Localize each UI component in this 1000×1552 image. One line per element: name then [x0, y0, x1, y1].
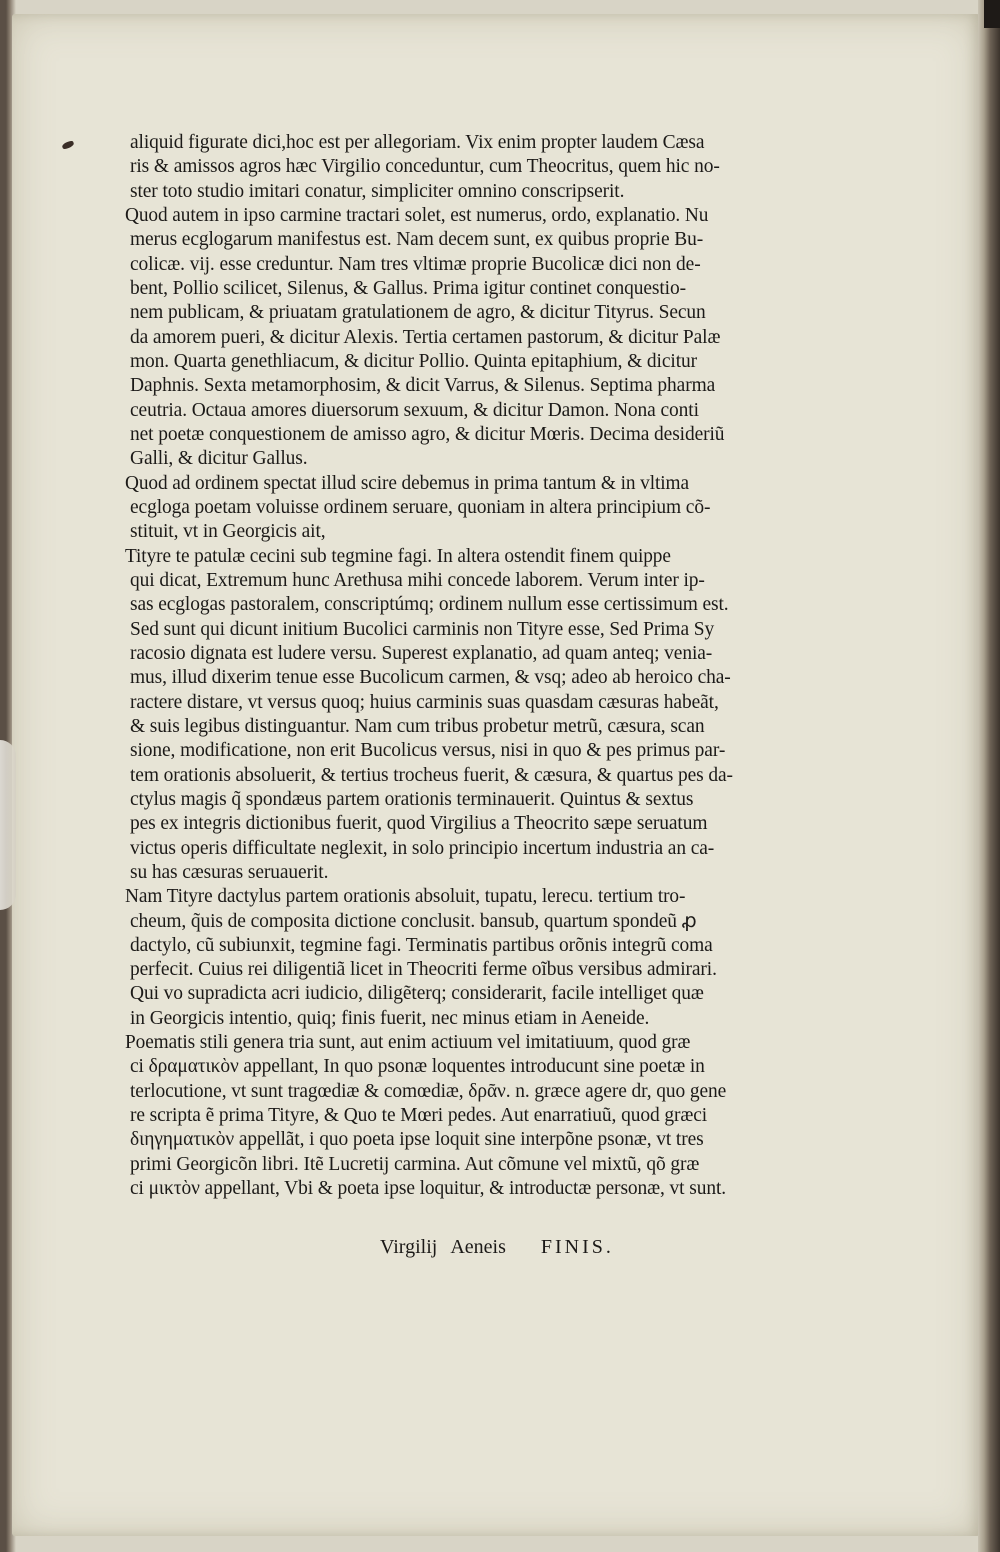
text-line: tem orationis absoluerit, & tertius trocheus fuerit, & cæsura, & quartus pes da- [130, 764, 733, 786]
text-line: & suis legibus distinguantur. Nam cum tribus probetur metrũ, cæsura, scan [130, 715, 705, 737]
text-line: διηγηματικὸν appellãt, i quo poeta ipse loquit sine interpõne psonæ, vt tres [130, 1129, 704, 1151]
text-line: Qui vo supradicta acri iudicio, diligẽterq; considerarit, facile intelliget quæ [130, 983, 704, 1005]
text-line: Galli, & dicitur Gallus. [130, 448, 308, 470]
text-line: net poetæ conquestionem de amisso agro, & dicitur Mœris. Decima desideriũ [130, 423, 725, 445]
text-line: victus operis difficultate neglexit, in solo principio incertum industria an ca- [130, 837, 715, 859]
text-line: mon. Quarta genethliacum, & dicitur Pollio. Quinta epitaphium, & dicitur [130, 350, 698, 372]
text-line: terlocutione, vt sunt tragœdiæ & comœdiæ, δρᾶν. n. græce agere dr, quo gene [130, 1080, 727, 1102]
text-line: Nam Tityre dactylus partem orationis absoluit, tupatu, lerecu. tertium tro- [125, 886, 686, 908]
text-line: ci δραματικὸν appellant, In quo psonæ loquentes introducunt sine poetæ in [130, 1056, 705, 1078]
text-line: pes ex integris dictionibus fuerit, quod Virgilius a Theocrito sæpe seruatum [130, 813, 708, 835]
text-line: bent, Pollio scilicet, Silenus, & Gallus. Prima igitur continet conquestio- [130, 277, 686, 299]
text-line: Tityre te patulæ cecini sub tegmine fagi. In altera ostendit finem quippe [125, 545, 671, 567]
text-line: primi Georgicõn libri. Itẽ Lucretij carmina. Aut cõmune vel mixtũ, qõ græ [130, 1153, 700, 1175]
text-line: Quod ad ordinem spectat illud scire debemus in prima tantum & in vltima [125, 472, 689, 494]
text-line: ctylus magis q̃ spondæus partem orationis terminauerit. Quintus & sextus [130, 788, 694, 810]
text-line: ecgloga poetam voluisse ordinem seruare, quoniam in altera principium cõ- [130, 496, 711, 518]
body-text [125, 131, 892, 1201]
text-line: aliquid figurate dici,hoc est per allegoriam. Vix enim propter laudem Cæsa [130, 132, 705, 153]
text-line: sas ecglogas pastoralem, conscriptúmq; ordinem nullum esse certissimum est. [130, 594, 729, 616]
text-line: in Georgicis intentio, quiq; finis fuerit, nec minus etiam in Aeneide. [130, 1007, 650, 1029]
underlying-page-edge [0, 740, 16, 910]
text-line: merus ecglogarum manifestus est. Nam decem sunt, ex quibus proprie Bu- [130, 229, 704, 251]
text-line: Poematis stili genera tria sunt, aut enim actiuum vel imitatiuum, quod græ [125, 1032, 691, 1054]
text-line: ceutria. Octaua amores diuersorum sexuum, & dicitur Damon. Nona conti [130, 399, 699, 421]
text-line: ster toto studio imitari conatur, simpliciter omnino conscripserit. [130, 180, 625, 202]
text-line: qui dicat, Extremum hunc Arethusa mihi concede laborem. Verum inter ip- [130, 569, 705, 591]
colophon-author: Virgilij [380, 1236, 438, 1258]
text-line: ractere distare, vt versus quoq; huius carminis suas quasdam cæsuras habeãt, [130, 691, 719, 713]
text-line: ris & amissos agros hæc Virgilio conceduntur, cum Theocritus, quem hic no- [130, 156, 720, 178]
colophon [380, 1236, 614, 1259]
text-line: stituit, vt in Georgicis ait, [130, 521, 326, 543]
text-line: su has cæsuras seruauerit. [130, 861, 329, 883]
colophon-finis: FINIS. [540, 1236, 614, 1258]
text-line: cheum, q̃uis de composita dictione conclusit. bansub, quartum spondeũ ꝓ [130, 910, 697, 932]
text-line: perfecit. Cuius rei diligentiã licet in Theocriti ferme oĩbus versibus admirari. [130, 959, 717, 981]
text-line: mus, illud dixerim tenue esse Bucolicum carmen, & vsq; adeo ab heroico cha- [130, 667, 731, 689]
book-spine [978, 0, 1000, 1552]
ink-blot [61, 140, 74, 150]
text-line: re scripta ẽ prima Tityre, & Quo te Mœri pedes. Aut enarratiuũ, quod græci [130, 1105, 708, 1127]
text-line: da amorem pueri, & dicitur Alexis. Tertia certamen pastorum, & dicitur Palæ [130, 326, 721, 348]
text-line: colicæ. vij. esse creduntur. Nam tres vltimæ proprie Bucolicæ dici non de- [130, 253, 701, 275]
text-line: racosio dignata est ludere versu. Superest explanatio, ad quam anteq; venia- [130, 642, 713, 664]
text-line: Quod autem in ipso carmine tractari solet, est numerus, ordo, explanatio. Nu [125, 204, 709, 226]
text-line: ci μικτὸν appellant, Vbi & poeta ipse loquitur, & introductæ personæ, vt sunt. [130, 1178, 727, 1200]
text-line: Sed sunt qui dicunt initium Bucolici carminis non Tityre esse, Sed Prima Sy [130, 618, 715, 640]
colophon-work: Aeneis [450, 1236, 506, 1258]
text-line: dactylo, cũ subiunxit, tegmine fagi. Terminatis partibus orõnis integrũ coma [130, 934, 713, 956]
spine-binding-band [984, 0, 1000, 28]
text-line: nem publicam, & priuatam gratulationem de agro, & dicitur Tityrus. Secun [130, 302, 706, 324]
text-line: sione, modificatione, non erit Bucolicus versus, nisi in quo & pes primus par- [130, 740, 726, 762]
text-line: Daphnis. Sexta metamorphosim, & dicit Varrus, & Silenus. Septima pharma [130, 375, 716, 397]
